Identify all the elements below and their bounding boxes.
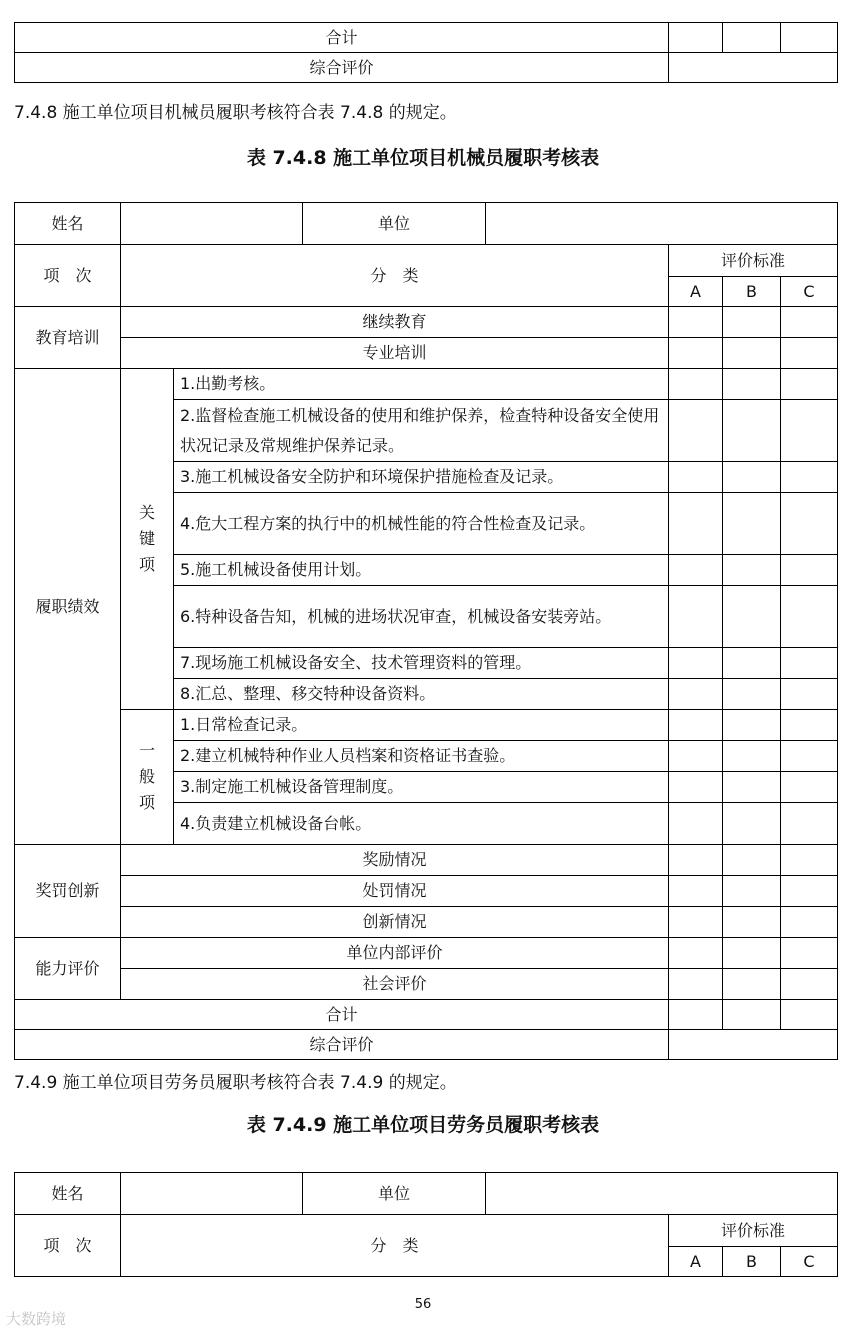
general-item: 1.日常检查记录。 <box>174 710 669 741</box>
key-item: 1.出勤考核。 <box>174 369 669 400</box>
rewards-row: 奖励情况 <box>121 845 669 876</box>
key-item: 3.施工机械设备安全防护和环境保护措施检查及记录。 <box>174 462 669 493</box>
total-label: 合计 <box>15 23 669 53</box>
key-item: 2.监督检查施工机械设备的使用和维护保养，检查特种设备安全使用状况记录及常规维护保养记录。 <box>174 400 669 462</box>
rewards-row: 处罚情况 <box>121 876 669 907</box>
unit-label: 单位 <box>303 1173 486 1215</box>
prev-table-fragment <box>14 22 838 83</box>
overall-cell <box>669 53 838 83</box>
grade-a-header: A <box>669 277 723 307</box>
name-value[interactable] <box>121 203 303 245</box>
item-header: 项 次 <box>15 245 121 307</box>
table-749-caption: 表 7.4.9 施工单位项目劳务员履职考核表 <box>246 1114 600 1136</box>
grade-cell <box>723 23 781 53</box>
education-row: 继续教育 <box>121 307 669 338</box>
key-item: 7.现场施工机械设备安全、技术管理资料的管理。 <box>174 648 669 679</box>
grade-a-header: A <box>669 1247 723 1277</box>
name-value[interactable] <box>121 1173 303 1215</box>
key-item: 4.危大工程方案的执行中的机械性能的符合性检查及记录。 <box>174 493 669 555</box>
grade-c-header: C <box>781 277 838 307</box>
general-item: 4.负责建立机械设备台帐。 <box>174 803 669 845</box>
key-item: 8.汇总、整理、移交特种设备资料。 <box>174 679 669 710</box>
overall-label: 综合评价 <box>15 53 669 83</box>
general-item: 2.建立机械特种作业人员档案和资格证书查验。 <box>174 741 669 772</box>
key-item: 5.施工机械设备使用计划。 <box>174 555 669 586</box>
general-items-label: 一 般 项 <box>121 710 174 845</box>
watermark-logo: 大数跨境 <box>6 1310 67 1328</box>
ability-row: 社会评价 <box>121 969 669 1000</box>
table-749 <box>14 1172 838 1277</box>
name-label: 姓名 <box>15 203 121 245</box>
overall-cell <box>669 1030 838 1060</box>
total-label: 合计 <box>15 1000 669 1030</box>
table-748 <box>14 202 838 1060</box>
grade-b-header: B <box>723 277 781 307</box>
general-item: 3.制定施工机械设备管理制度。 <box>174 772 669 803</box>
standard-header: 评价标准 <box>669 245 838 277</box>
ability-label: 能力评价 <box>15 938 121 1000</box>
rewards-row: 创新情况 <box>121 907 669 938</box>
overall-label: 综合评价 <box>15 1030 669 1060</box>
table-748-caption: 表 7.4.8 施工单位项目机械员履职考核表 <box>246 147 600 169</box>
rewards-label: 奖罚创新 <box>15 845 121 938</box>
page-number: 56 <box>414 1297 432 1312</box>
key-items-label: 关 键 项 <box>121 369 174 710</box>
standard-header: 评价标准 <box>669 1215 838 1247</box>
category-header: 分 类 <box>121 245 669 307</box>
education-label: 教育培训 <box>15 307 121 369</box>
grade-cell <box>669 23 723 53</box>
unit-value[interactable] <box>486 1173 838 1215</box>
education-row: 专业培训 <box>121 338 669 369</box>
ability-row: 单位内部评价 <box>121 938 669 969</box>
performance-label: 履职绩效 <box>15 369 121 845</box>
unit-value[interactable] <box>486 203 838 245</box>
unit-label: 单位 <box>303 203 486 245</box>
item-header: 项 次 <box>15 1215 121 1277</box>
clause-7-4-8: 7.4.8 施工单位项目机械员履职考核符合表 7.4.8 的规定。 <box>14 103 457 123</box>
key-item: 6.特种设备告知，机械的进场状况审查，机械设备安装旁站。 <box>174 586 669 648</box>
category-header: 分 类 <box>121 1215 669 1277</box>
name-label: 姓名 <box>15 1173 121 1215</box>
grade-b-header: B <box>723 1247 781 1277</box>
grade-c-header: C <box>781 1247 838 1277</box>
clause-7-4-9: 7.4.9 施工单位项目劳务员履职考核符合表 7.4.9 的规定。 <box>14 1073 457 1093</box>
grade-cell <box>781 23 838 53</box>
